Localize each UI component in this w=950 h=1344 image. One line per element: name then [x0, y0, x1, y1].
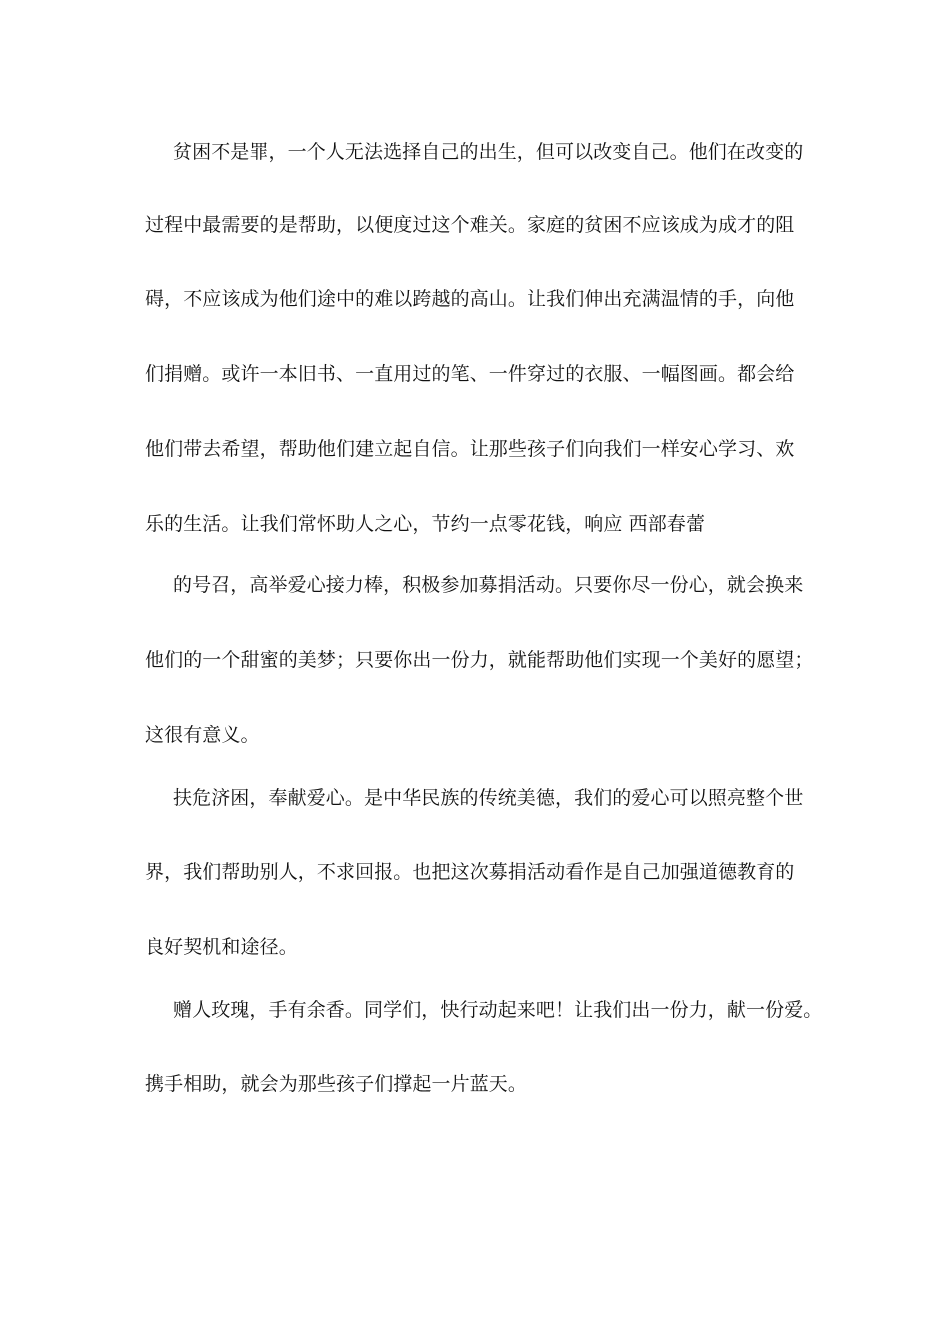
paragraph-1-line-4: 们捐赠。或许一本旧书、一直用过的笔、一件穿过的衣服、一幅图画。都会给	[145, 363, 795, 385]
paragraph-3-line-1: 扶危济困，奉献爱心。是中华民族的传统美德，我们的爱心可以照亮整个世	[173, 787, 804, 809]
paragraph-3-line-3: 良好契机和途径。	[145, 936, 298, 958]
paragraph-4-line-1: 赠人玫瑰，手有余香。同学们，快行动起来吧！让我们出一份力，献一份爱。	[173, 999, 823, 1021]
paragraph-4-line-2: 携手相助，就会为那些孩子们撑起一片蓝天。	[145, 1073, 528, 1095]
paragraph-2-line-3: 这很有意义。	[145, 724, 260, 746]
paragraph-1-line-2: 过程中最需要的是帮助，以便度过这个难关。家庭的贫困不应该成为成才的阻	[145, 214, 795, 236]
paragraph-2-line-1: 的号召，高举爱心接力棒，积极参加募捐活动。只要你尽一份心，就会换来	[173, 574, 804, 596]
paragraph-1-line-6: 乐的生活。让我们常怀助人之心，节约一点零花钱，响应 西部春蕾	[145, 513, 706, 535]
paragraph-1-line-5: 他们带去希望，帮助他们建立起自信。让那些孩子们向我们一样安心学习、欢	[145, 438, 795, 460]
paragraph-1-line-3: 碍，不应该成为他们途中的难以跨越的高山。让我们伸出充满温情的手，向他	[145, 288, 795, 310]
paragraph-1-line-1: 贫困不是罪，一个人无法选择自己的出生，但可以改变自己。他们在改变的	[173, 141, 804, 163]
paragraph-3-line-2: 界，我们帮助别人，不求回报。也把这次募捐活动看作是自己加强道德教育的	[145, 861, 795, 883]
paragraph-2-line-2: 他们的一个甜蜜的美梦；只要你出一份力，就能帮助他们实现一个美好的愿望；	[145, 649, 814, 671]
